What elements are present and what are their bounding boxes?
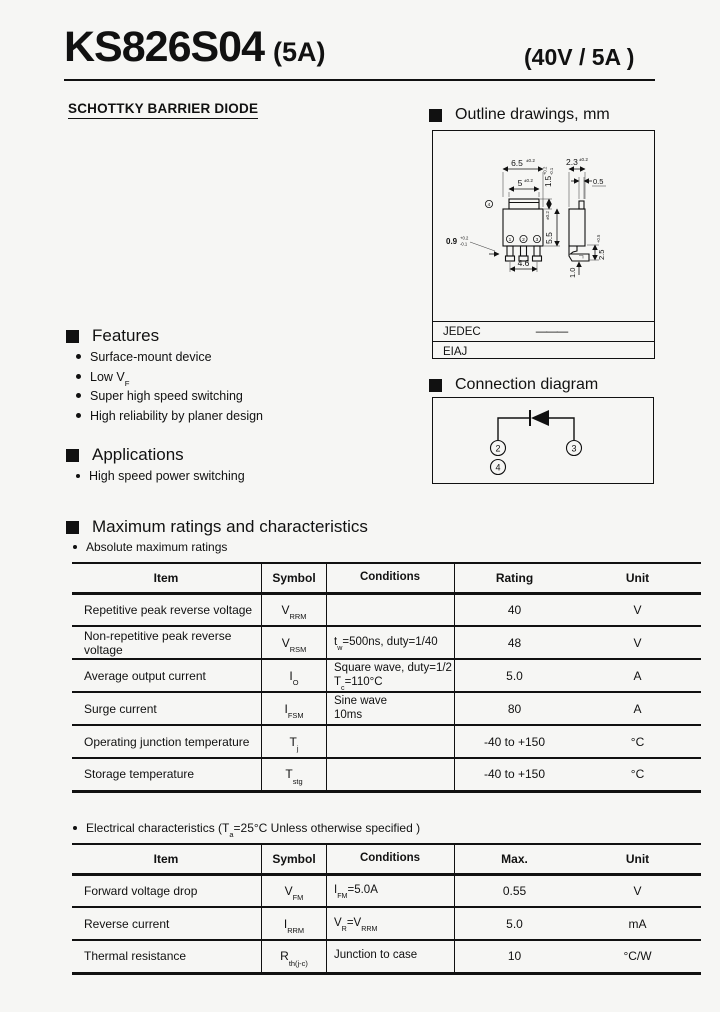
feature-item: [76, 370, 263, 390]
connection-pin-2: 2: [495, 443, 501, 454]
dim-tab-height-tol-minus: -0.1: [549, 167, 554, 175]
max-ratings-table-body: [72, 593, 701, 791]
pin-number-4: 4: [487, 202, 491, 208]
dim-lead-width-tol-minus: -0.1: [460, 241, 468, 247]
jedec-value: ———: [535, 325, 568, 338]
cell-conditions: [327, 758, 455, 791]
dim-tab-height-tol-plus: +0.2: [542, 166, 548, 175]
cell-unit: °C: [630, 767, 645, 782]
cell-item: Forward voltage drop: [72, 874, 262, 907]
dim-lead-width-tol-plus: +0.2: [460, 235, 469, 241]
connection-pin-3: 3: [571, 443, 577, 454]
dim-standoff-tol: +0.5: [596, 234, 601, 243]
cell-rating: -40 to +150: [483, 734, 546, 749]
side-view: [566, 157, 606, 278]
section-square-icon: [66, 521, 79, 534]
front-lead-3: [534, 246, 540, 256]
pin-markers: [485, 200, 540, 242]
header-title: [64, 23, 326, 71]
dim-body-width: 6.5: [511, 158, 523, 168]
section-square-icon: [429, 379, 442, 392]
wire-left: [498, 418, 529, 440]
col-header-item: Item: [72, 844, 262, 874]
cell-conditions: $I_{FM}=5.0A$: [327, 874, 455, 907]
section-square-icon: [66, 449, 79, 462]
cell-item: Surge current: [72, 692, 262, 725]
outline-heading: Outline drawings, mm: [429, 106, 610, 124]
dim-lead-pitch: 4.6: [517, 258, 530, 268]
dim-tab-height: 1.5: [544, 175, 553, 187]
feature-item-label: Low $V_F$: [90, 369, 130, 388]
feature-item: [76, 409, 263, 429]
side-lead-foot: [569, 246, 589, 261]
cell-symbol: $V_{RRM}$: [262, 593, 327, 626]
bullet-icon: [76, 393, 81, 398]
bullet-icon: [76, 374, 81, 379]
max-ratings-table: [72, 562, 701, 793]
dim-side-width: 2.3: [566, 157, 578, 167]
pin-number-1: 1: [508, 237, 512, 243]
cell-symbol: $R_{th(j-c)}$: [262, 940, 327, 973]
diode-symbol: [531, 410, 549, 426]
cell-rating: 5.0: [506, 668, 523, 683]
pin-number-2: 2: [522, 237, 525, 243]
front-tab: [509, 199, 539, 209]
col-header-max: Max.: [501, 851, 528, 866]
feature-list: [76, 350, 263, 428]
application-list: [76, 469, 245, 489]
table-row: [72, 659, 701, 692]
col-header-item: Item: [72, 563, 262, 593]
feature-item: [76, 389, 263, 409]
col-header-unit: Unit: [625, 851, 650, 866]
jedec-label: JEDEC: [443, 325, 481, 338]
dim-tab-width-tol: ±0.2: [524, 178, 533, 183]
application-item-label: High speed power switching: [89, 469, 245, 483]
bullet-icon: [76, 413, 81, 418]
cell-unit: °C/W: [623, 949, 652, 964]
cell-max: 10: [507, 949, 522, 964]
cell-item: Thermal resistance: [72, 940, 262, 973]
cell-conditions: Junction to case: [327, 940, 455, 973]
dim-body-width-tol: ±0.2: [526, 158, 535, 163]
cell-item: Reverse current: [72, 907, 262, 940]
col-header-symbol: Symbol: [262, 563, 327, 593]
col-header-symbol: Symbol: [262, 844, 327, 874]
table-row: [72, 725, 701, 758]
dim-foot-height: 1.0: [568, 267, 577, 278]
col-header-conditions: Conditions: [327, 844, 455, 874]
cell-unit: °C: [630, 734, 645, 749]
wire-right: [549, 418, 574, 440]
electrical-subheading: Electrical characteristics ($T_a=25^\circ C$ Unless otherwise specified ): [73, 821, 420, 835]
col-header-unit: Unit: [625, 570, 650, 585]
cell-symbol: $V_{FM}$: [262, 874, 327, 907]
cell-rating: 80: [507, 701, 522, 716]
dim-body-height-tol: ±0.2: [545, 211, 550, 220]
table-row: [72, 940, 701, 973]
cell-symbol: $I_O$: [262, 659, 327, 692]
feature-item-label: High reliability by planer design: [90, 408, 264, 423]
connection-diagram-svg: [433, 398, 651, 481]
table-row: [72, 874, 701, 907]
eiaj-label: EIAJ: [443, 346, 468, 358]
cell-symbol: $V_{RSM}$: [262, 626, 327, 659]
dim-standoff: 2.5: [597, 249, 606, 260]
cell-unit: A: [633, 668, 642, 683]
front-lead-2: [521, 246, 527, 256]
electrical-table-body: [72, 874, 701, 973]
table-row: [72, 626, 701, 659]
bullet-icon: [76, 474, 80, 478]
application-item: [76, 469, 245, 489]
cell-rating: 40: [507, 602, 522, 617]
dim-tab-width: 5: [517, 178, 523, 188]
cell-item: Operating junction temperature: [72, 725, 262, 758]
outline-drawing-box: [432, 130, 655, 359]
cell-unit: V: [633, 635, 642, 650]
standards-row-jedec: [433, 321, 654, 341]
cell-unit: A: [633, 701, 642, 716]
bullet-icon: [76, 354, 81, 359]
cell-item: Storage temperature: [72, 758, 262, 791]
front-foot-3: [533, 256, 542, 261]
table-row: [72, 593, 701, 626]
feature-item-label: Super high speed switching: [90, 389, 243, 403]
table-row: [72, 907, 701, 940]
feature-item: [76, 350, 263, 370]
col-header-conditions: Conditions: [327, 563, 455, 593]
bullet-icon: [73, 545, 77, 549]
connection-pin-4: 4: [495, 462, 501, 473]
cell-conditions: [327, 725, 455, 758]
max-ratings-heading: Maximum ratings and characteristics: [66, 517, 368, 537]
features-heading: Features: [66, 326, 159, 346]
table-header-row: [72, 844, 701, 874]
cell-symbol: $T_j$: [262, 725, 327, 758]
dim-body-height: 5.5: [544, 232, 554, 244]
col-header-rating: Rating: [495, 570, 534, 585]
cell-max: 5.0: [506, 916, 523, 931]
cell-symbol: $T_{stg}$: [262, 758, 327, 791]
table-header-row: [72, 563, 701, 593]
feature-item-label: Surface-mount device: [90, 350, 212, 364]
pin-number-3: 3: [535, 237, 539, 243]
cell-rating: 48: [507, 635, 522, 650]
cell-unit: V: [633, 602, 642, 617]
cell-max: 0.55: [502, 883, 527, 898]
table-row: [72, 758, 701, 791]
package-current-note: (5A): [273, 37, 326, 67]
cell-conditions: [327, 593, 455, 626]
dim-lead-width: 0.9: [446, 237, 458, 246]
product-subtitle: SCHOTTKY BARRIER DIODE: [68, 101, 258, 119]
cell-conditions: $t_w=500ns$, duty=1/40: [327, 626, 455, 659]
electrical-table: [72, 843, 701, 975]
connection-heading: Connection diagram: [429, 376, 598, 394]
part-number: KS826S04: [64, 23, 264, 71]
max-ratings-table-header: [72, 563, 701, 593]
front-foot-1: [506, 256, 515, 261]
cell-symbol: $I_{RRM}$: [262, 907, 327, 940]
cell-unit: V: [633, 883, 642, 898]
cell-item: Non-repetitive peak reverse voltage: [72, 626, 262, 659]
cell-conditions: $V_R=V_{RRM}$: [327, 907, 455, 940]
front-lead-1: [507, 246, 513, 256]
electrical-table-header: [72, 844, 701, 874]
table-row: [72, 692, 701, 725]
title-rule: [64, 79, 655, 81]
cell-unit: mA: [628, 916, 647, 931]
side-body: [569, 209, 585, 246]
abs-max-subheading: Absolute maximum ratings: [73, 540, 227, 554]
standards-row-eiaj: [433, 341, 654, 362]
cell-symbol: $I_{FSM}$: [262, 692, 327, 725]
cell-conditions: Sine wave 10ms: [327, 692, 455, 725]
voltage-current-note: (40V / 5A ): [524, 44, 635, 70]
applications-heading: Applications: [66, 445, 184, 465]
dim-stub-width: 0.5: [593, 177, 604, 186]
bullet-icon: [73, 826, 77, 830]
section-square-icon: [66, 330, 79, 343]
connection-diagram-box: [432, 397, 654, 484]
front-view: [446, 158, 560, 272]
connection-pins: [491, 441, 582, 475]
cell-rating: -40 to +150: [483, 767, 546, 782]
dim-side-width-tol: ±0.2: [579, 157, 588, 162]
cell-conditions: Square wave, duty=1/2 $T_c=110^\circ C$: [327, 659, 455, 692]
section-square-icon: [429, 109, 442, 122]
cell-item: Repetitive peak reverse voltage: [72, 593, 262, 626]
outline-drawing-svg: [433, 131, 652, 316]
cell-item: Average output current: [72, 659, 262, 692]
side-tab-stub: [579, 201, 584, 209]
